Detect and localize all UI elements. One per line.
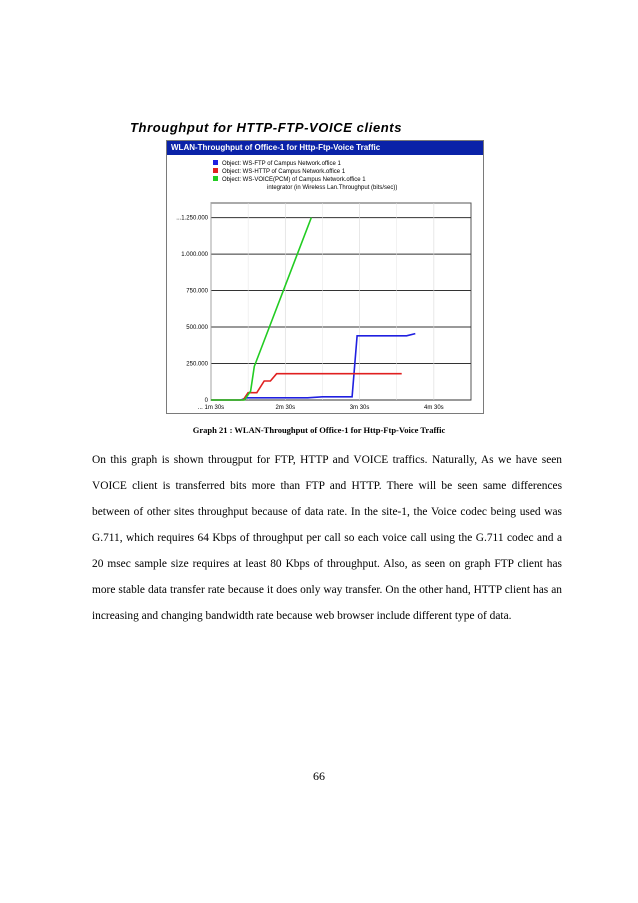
section-title: Throughput for HTTP-FTP-VOICE clients	[130, 120, 403, 135]
y-tick-label: 500.000	[186, 325, 208, 332]
plot-area	[211, 203, 471, 400]
figure-caption: Graph 21 : WLAN-Throughput of Office-1 for Http-Ftp-Voice Traffic	[192, 425, 446, 435]
legend-swatch	[213, 160, 218, 165]
y-axis-labels	[176, 216, 208, 404]
legend-swatch	[213, 176, 218, 181]
y-tick-label: 1.000.000	[181, 252, 208, 259]
y-tick-label: 750.000	[186, 288, 208, 295]
legend-label: Object: WS-FTP of Campus Network.office 1	[222, 161, 341, 167]
legend-swatch	[213, 168, 218, 173]
chart-window	[166, 140, 484, 414]
y-tick-label: 250.000	[186, 361, 208, 368]
chart-window-title: WLAN-Throughput of Office-1 for Http-Ftp-Voice Traffic	[167, 141, 483, 155]
x-tick-label: 2m 30s	[275, 405, 296, 411]
legend-note: integrator (in Wireless Lan.Throughput (bits/sec))	[267, 185, 398, 191]
throughput-chart	[167, 155, 483, 413]
legend-label: Object: WS-VOICE(PCM) of Campus Network.office 1	[222, 177, 366, 183]
y-tick-label: ...1.250.000	[176, 215, 208, 222]
chart-grid	[211, 203, 471, 400]
y-tick-label: 0	[204, 398, 208, 404]
x-tick-label: 3m 30s	[349, 405, 370, 411]
x-tick-label: ... 1m 30s	[197, 405, 225, 411]
page-number: 66	[313, 769, 325, 783]
x-tick-label: 4m 30s	[424, 405, 444, 411]
body-paragraph: On this graph is shown througput for FTP, HTTP and VOICE traffics. Naturally, As we have seen VOICE client is transferred bits more than FTP and HTTP. There will be seen same differences between of other sites throughput because of data rate. In the site-1, the Voice codec being used was G.711, which requires 64 Kbps of throughput per call so each voice call using the G.711 codec and a 20 msec sample size requires at least 80 Kbps of throughput. Also, as seen on graph FTP client has more stable data transfer rate because it does only way transfer. On the other hand, HTTP client has an increasing and changing bandwidth rate because web browser include different type of data.	[92, 454, 562, 622]
x-axis-labels	[198, 405, 444, 411]
legend-label: Object: WS-HTTP of Campus Network.office 1	[222, 169, 346, 175]
chart-legend	[213, 160, 397, 191]
